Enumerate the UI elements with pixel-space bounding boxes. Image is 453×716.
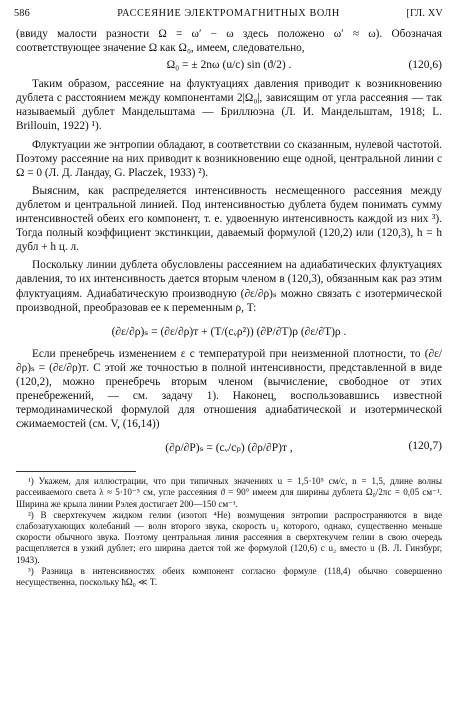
page-body xyxy=(16,27,442,588)
running-title: РАССЕЯНИЕ ЭЛЕКТРОМАГНИТНЫХ ВОЛН xyxy=(117,8,340,19)
equation-120-6 xyxy=(16,55,442,77)
equation-number: (120,6) xyxy=(408,59,442,72)
equation-120-7 xyxy=(16,431,442,463)
running-header xyxy=(14,8,443,22)
footnote-1: ¹) Укажем, для иллюстрации, что при типичных значениях u = 1,5·10⁵ см/с, n = 1,5, длине волны рассеиваемого света λ ≈ 5·10⁻⁵ см, угле рассеяния ϑ = 90° имеем для ширины дублета Ω₀/2πc = 0,05 см⁻¹. Ширина же крыла линии Рэлея достигает 200—150 см⁻¹. xyxy=(16,476,442,509)
equation-formula: (∂ρ/∂P)ₛ = (cᵥ/cₚ) (∂ρ/∂P)ᴛ , xyxy=(165,442,293,455)
footnote-divider xyxy=(16,471,136,472)
equation-formula: (∂ε/∂ρ)ₛ = (∂ε/∂ρ)ᴛ + (T/(cᵥρ²)) (∂P/∂T)ρ (∂ε/∂T)ρ . xyxy=(111,325,347,338)
paragraph-3: Флуктуации же энтропии обладают, в соответствии со сказанным, нулевой частотой. Поэтому рассеяние на них приводит к возникновению еще одной, центральной линии с Ω = 0 (Л. Д. Ландау, G. Placzek, 1933) ²). xyxy=(16,138,442,179)
paragraph-5: Поскольку линии дублета обусловлены рассеянием на адиабатических флуктуациях давления, то их интенсивность дается вторым членом в (120,3), обязанным как раз этим флуктуациям. Адиабатическую производную (∂ε/∂ρ)ₛ можно связать с изотермической производной, преобразовав ее к переменным ρ, T: xyxy=(16,259,442,314)
paragraph-6: Если пренебречь изменением ε с температурой при неизменной плотности, то (∂ε/∂ρ)ₛ = (∂ε/∂ρ)ᴛ. С этой же точностью в полной интенсивности, представленной в виде (120,2), можно пренебречь вторым членом (вычисление, свободное от этих пренебрежений, — см. задачу 1). Наконец, воспользовавшись известной термодинамической формулой для отношения адиабатической и изотермической сжимаемостей (см. V, (16,14)) xyxy=(16,347,442,431)
paragraph-4: Выясним, как распределяется интенсивность несмещенного рассеяния между дублетом и центральной линией. Под интенсивностью дублета будем понимать сумму интенсивностей обеих его компонент, т. е. удвоенную интенсивность каждой из них ³). Тогда полный коэффициент экстинкции, даваемый формулой (120,2) или (120,3), h = h дубл + h ц. л. xyxy=(16,184,442,254)
equation-number: (120,7) xyxy=(408,440,442,453)
chapter-label: [ГЛ. XV xyxy=(406,8,443,19)
equation-formula: Ω₀ = ± 2nω (u/c) sin (ϑ/2) . xyxy=(166,59,292,72)
footnote-2: ²) В сверхтекучем жидком гелии (изотоп ⁴He) возмущения энтропии распространяются в виде слабозатухающих колебаний — волн второго звука, скорость u₂ которого, однако, существенно меньше скорости обычного звука. Поэтому центральная линия рассеяния в сверхтекучем гелии в свою очередь расщепляется в узкий дублет; его ширина дается той же формулой (120,6) с u₂ вместо u (В. Л. Гинзбург, 1943). xyxy=(16,509,442,565)
page-number: 586 xyxy=(14,8,30,19)
paragraph-1: (ввиду малости разности Ω = ω′ − ω здесь положено ω′ ≈ ω). Обозначая соответствующее значение Ω как Ω₀, имеем, следовательно, xyxy=(16,28,442,55)
footnote-3: ³) Разница в интенсивностях обеих компонент согласно формуле (118,4) обычно совершенно несущественна, поскольку ħΩ₀ ≪ T. xyxy=(16,565,442,588)
equation-derivative-relation xyxy=(16,315,442,347)
paragraph-2: Таким образом, рассеяние на флуктуациях давления приводит к возникновению дублета с расстоянием между компонентами 2|Ω₀|, зависящим от угла рассеяния — так называемый дублет Мандельштама — Бриллюэна (Л. И. Мандельштам, 1918; L. Brillouin, 1922) ¹). xyxy=(16,78,442,133)
